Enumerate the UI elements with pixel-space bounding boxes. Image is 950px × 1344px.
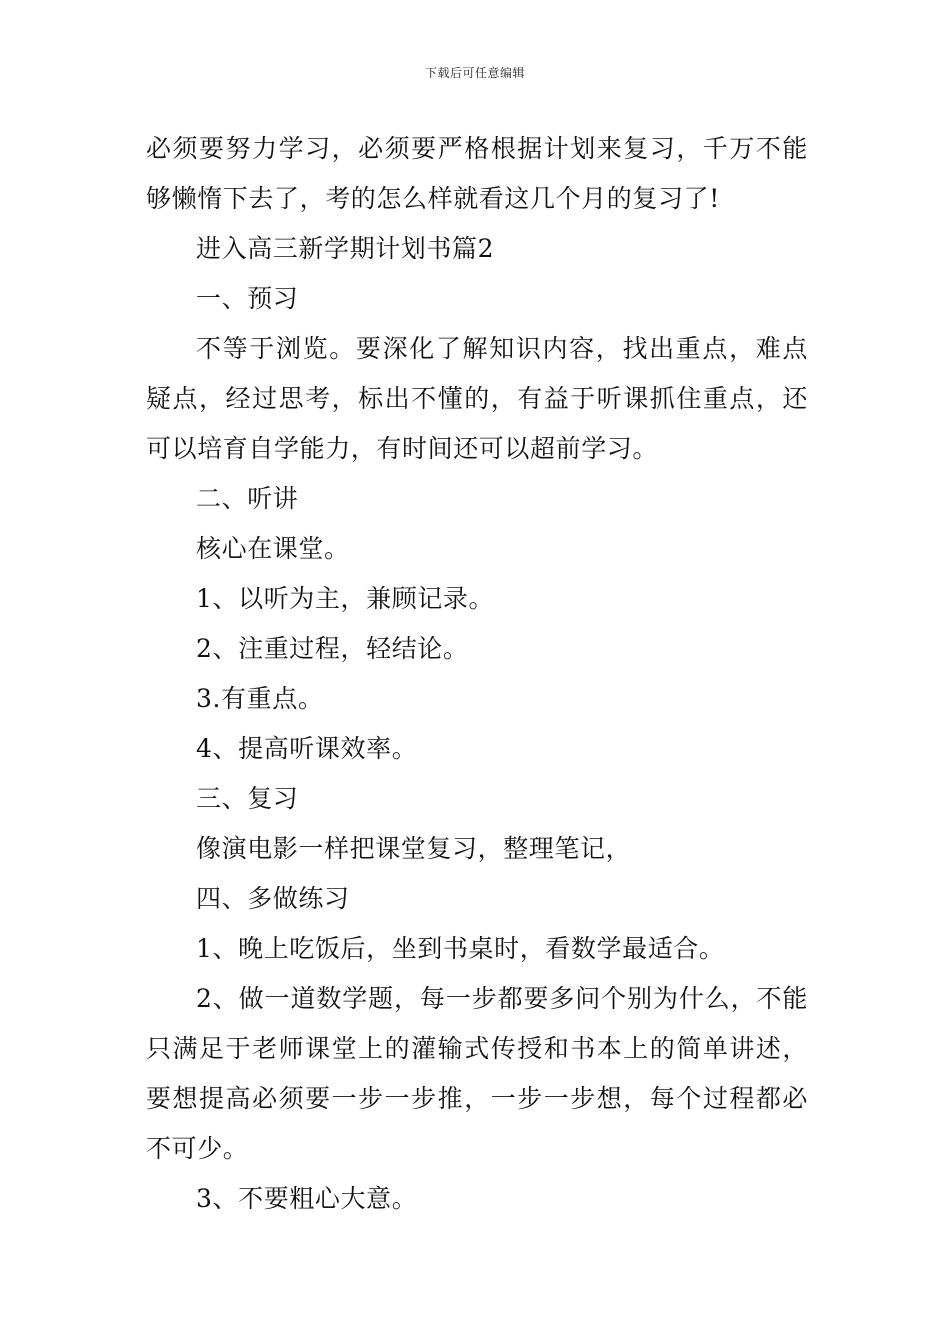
page-header-note: 下载后可任意编辑 xyxy=(424,66,525,80)
list-item: 1、以听为主，兼顾记录。 xyxy=(196,584,495,613)
list-item: 2、注重过程，轻结论。 xyxy=(196,634,469,663)
paragraph: 像演电影一样把课堂复习，整理笔记， xyxy=(196,834,632,863)
list-item: 3、不要粗心大意。 xyxy=(196,1184,418,1213)
document-body xyxy=(146,124,808,1224)
heading-practice: 四、多做练习 xyxy=(196,884,350,913)
list-item: 1、晚上吃饭后，坐到书桌时，看数学最适合。 xyxy=(196,934,725,963)
list-item: 3.有重点。 xyxy=(196,684,324,713)
paragraph: 不等于浏览。要深化了解知识内容，找出重点，难点疑点，经过思考，标出不懂的，有益于听课抓住重点，还可以培育自学能力，有时间还可以超前学习。 xyxy=(146,334,808,463)
heading-listening: 二、听讲 xyxy=(196,484,299,513)
heading-review: 三、复习 xyxy=(196,784,299,813)
list-item: 2、做一道数学题，每一步都要多问个别为什么，不能只满足于老师课堂上的灌输式传授和书本上的简单讲述，要想提高必须要一步一步推，一步一步想，每个过程都必不可少。 xyxy=(146,984,808,1163)
paragraph: 必须要努力学习，必须要严格根据计划来复习，千万不能够懒惰下去了，考的怎么样就看这几个月的复习了! xyxy=(146,134,808,213)
list-item: 4、提高听课效率。 xyxy=(196,734,418,763)
paragraph: 核心在课堂。 xyxy=(196,534,350,563)
section-title: 进入高三新学期计划书篇2 xyxy=(196,234,495,263)
heading-preview: 一、预习 xyxy=(196,284,299,313)
